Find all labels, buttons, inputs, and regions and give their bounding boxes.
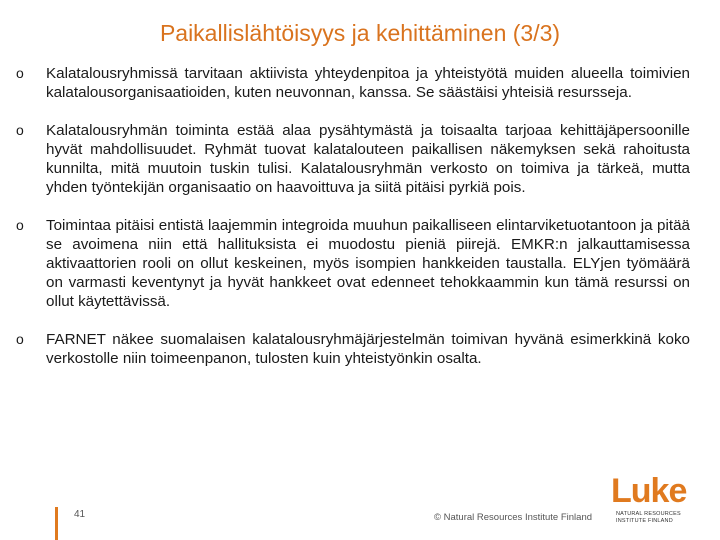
bullet-item: [16, 216, 690, 311]
bullet-marker: o: [16, 331, 24, 347]
luke-logo: [611, 474, 691, 524]
bullet-item: [16, 64, 690, 102]
bullet-marker: o: [16, 122, 24, 138]
slide-title: Paikallislähtöisyys ja kehittäminen (3/3): [159, 20, 561, 46]
bullet-list: [16, 64, 690, 387]
footer-accent-bar: [55, 507, 58, 540]
bullet-item: [16, 330, 690, 368]
bullet-text: Kalatalousryhmissä tarvitaan aktiivista yhteydenpitoa ja yhteistyötä muiden alueella toimivien kalatalousorganisaatioiden, kuten neuvonnan, kanssa. Se säästäisi yhteisiä resursseja.: [46, 65, 690, 101]
bullet-text: Toimintaa pitäisi entistä laajemmin integroida muuhun paikalliseen elintarviketuotantoon ja pitää se avoimena niin että hallituksista ei muodostu pieniä piirejä. EMKR:n jalkauttamisessa aktivaattorien rooli on ollut keskeinen, myös isompien hankkeiden taustalla. ELYjen työmäärä on varmasti keventynyt ja hyvät hankkeet ovat edenneet tehokkaammin kun tämä resurssi on ollut käytettävissä.: [46, 217, 690, 310]
bullet-text: Kalatalousryhmän toiminta estää alaa pysähtymästä ja toisaalta tarjoaa kehittäjäpersoonille hyvät mahdollisuudet. Ryhmät tuovat kalatalouteen paikallisen näkemyksen sekä rahoitusta kunnilta, mitä muutoin tuskin tulisi. Kalatalousryhmän verkosto on toimiva ja tärkeä, mutta yhden työntekijän organisaatio on haavoittuva ja siitä pitäisi pyrkiä pois.: [46, 122, 690, 196]
bullet-item: [16, 121, 690, 197]
page-number: 41: [74, 509, 86, 520]
logo-wordmark: Luke: [611, 472, 687, 510]
bullet-text: FARNET näkee suomalaisen kalatalousryhmäjärjestelmän toimivan hyvänä esimerkkinä koko verkostolle niin toimeenpanon, tulosten kuin yhteistyönkin osalta.: [46, 331, 690, 367]
bullet-marker: o: [16, 65, 24, 81]
copyright-text: © Natural Resources Institute Finland: [434, 512, 593, 523]
bullet-marker: o: [16, 217, 24, 233]
logo-subtitle-line1: NATURAL RESOURCES: [616, 511, 681, 517]
logo-subtitle-line2: INSTITUTE FINLAND: [616, 518, 673, 524]
